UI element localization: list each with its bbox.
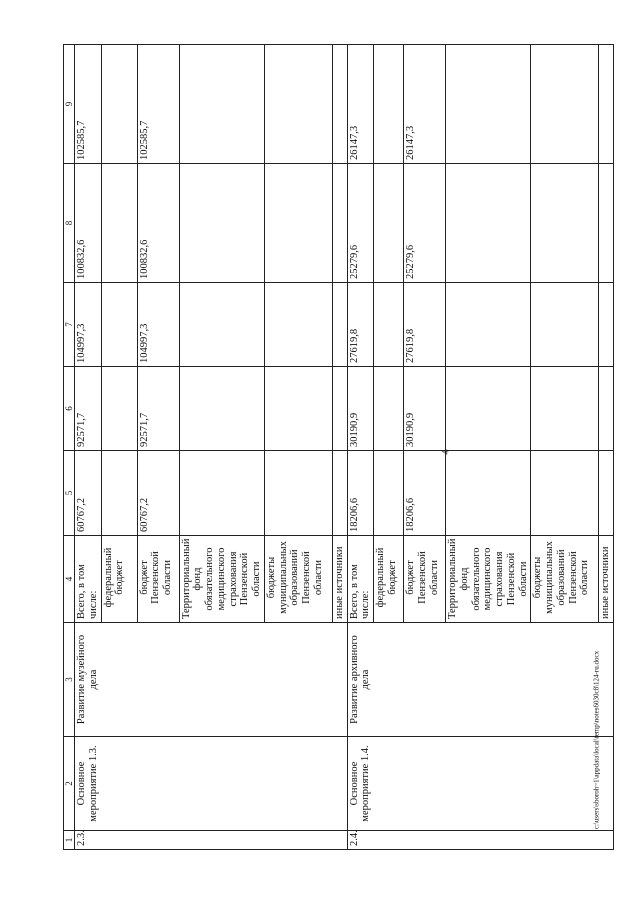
value-cell [531, 283, 599, 367]
value-cell [599, 45, 614, 164]
value-cell [332, 451, 347, 536]
value-cell [332, 367, 347, 451]
value-cell [446, 45, 531, 164]
value-cell: 27619,8 [347, 283, 374, 367]
value-cell [446, 283, 531, 367]
column-number-row [64, 45, 75, 850]
value-cell: 92571,7 [137, 367, 179, 451]
value-cell [446, 367, 531, 451]
section-number: 2.3. [75, 831, 348, 850]
page-number: 4 [439, 449, 452, 455]
value-cell [101, 45, 137, 164]
value-cell [374, 451, 404, 536]
value-cell [332, 164, 347, 283]
value-cell [264, 451, 332, 536]
value-cell [264, 45, 332, 164]
value-cell: 92571,7 [75, 367, 102, 451]
footer-file-path: c:\users\sboroh~1\appdata\local\temp\notes6030c8\124-ru.docx [592, 650, 601, 830]
col-header: 4 [64, 536, 75, 623]
value-cell [179, 164, 264, 283]
source-label: иные источники [599, 536, 614, 623]
value-cell [179, 45, 264, 164]
event-name: Развитие архивного дела [347, 623, 614, 737]
value-cell: 18206,6 [347, 451, 374, 536]
col-header: 8 [64, 164, 75, 283]
value-cell [446, 451, 531, 536]
value-cell: 27619,8 [404, 283, 446, 367]
value-cell [264, 367, 332, 451]
table-row [75, 45, 102, 850]
value-cell: 18206,6 [404, 451, 446, 536]
value-cell: 100832,6 [137, 164, 179, 283]
value-cell: 26147,3 [347, 45, 374, 164]
value-cell [374, 164, 404, 283]
event-label: Основное мероприятие 1.4. [347, 737, 614, 831]
source-label: бюджеты муниципальных образований Пензенской области [531, 536, 599, 623]
value-cell: 30190,9 [404, 367, 446, 451]
col-header: 5 [64, 451, 75, 536]
col-header: 2 [64, 737, 75, 831]
value-cell: 60767,2 [75, 451, 102, 536]
value-cell [332, 283, 347, 367]
value-cell: 100832,6 [75, 164, 102, 283]
col-header: 9 [64, 45, 75, 164]
value-cell [374, 283, 404, 367]
value-cell: 25279,6 [347, 164, 374, 283]
value-cell: 60767,2 [137, 451, 179, 536]
event-label: Основное мероприятие 1.3. [75, 737, 348, 831]
source-label: бюджет Пензенской области [404, 536, 446, 623]
value-cell [374, 45, 404, 164]
value-cell [531, 45, 599, 164]
value-cell [264, 164, 332, 283]
source-label: Территориальный фонд обязательного медицинского страхования Пензенской области [446, 536, 531, 623]
value-cell [599, 164, 614, 283]
value-cell [332, 45, 347, 164]
value-cell: 102585,7 [75, 45, 102, 164]
section-number: 2.4. [347, 831, 614, 850]
value-cell [264, 283, 332, 367]
value-cell: 104997,3 [137, 283, 179, 367]
col-header: 3 [64, 623, 75, 737]
value-cell [531, 451, 599, 536]
table-row [347, 45, 374, 850]
source-label: Территориальный фонд обязательного медицинского страхования Пензенской области [179, 536, 264, 623]
source-label: федеральный бюджет [374, 536, 404, 623]
col-header: 1 [64, 831, 75, 850]
value-cell: 30190,9 [347, 367, 374, 451]
value-cell [599, 283, 614, 367]
source-label: Всего, в том числе: [75, 536, 102, 623]
value-cell [179, 283, 264, 367]
source-label: Всего, в том числе: [347, 536, 374, 623]
value-cell: 25279,6 [404, 164, 446, 283]
value-cell [101, 367, 137, 451]
value-cell [179, 451, 264, 536]
value-cell [599, 451, 614, 536]
value-cell: 104997,3 [75, 283, 102, 367]
value-cell [101, 164, 137, 283]
col-header: 7 [64, 283, 75, 367]
col-header: 6 [64, 367, 75, 451]
budget-table [63, 44, 614, 850]
source-label: иные источники [332, 536, 347, 623]
value-cell [179, 367, 264, 451]
value-cell [101, 451, 137, 536]
value-cell: 102585,7 [137, 45, 179, 164]
source-label: бюджет Пензенской области [137, 536, 179, 623]
value-cell [531, 367, 599, 451]
source-label: федеральный бюджет [101, 536, 137, 623]
value-cell [374, 367, 404, 451]
value-cell [446, 164, 531, 283]
source-label: бюджеты муниципальных образований Пензенской области [264, 536, 332, 623]
value-cell [101, 283, 137, 367]
value-cell [599, 367, 614, 451]
value-cell [531, 164, 599, 283]
value-cell: 26147,3 [404, 45, 446, 164]
event-name: Развитие музейного дела [75, 623, 348, 737]
